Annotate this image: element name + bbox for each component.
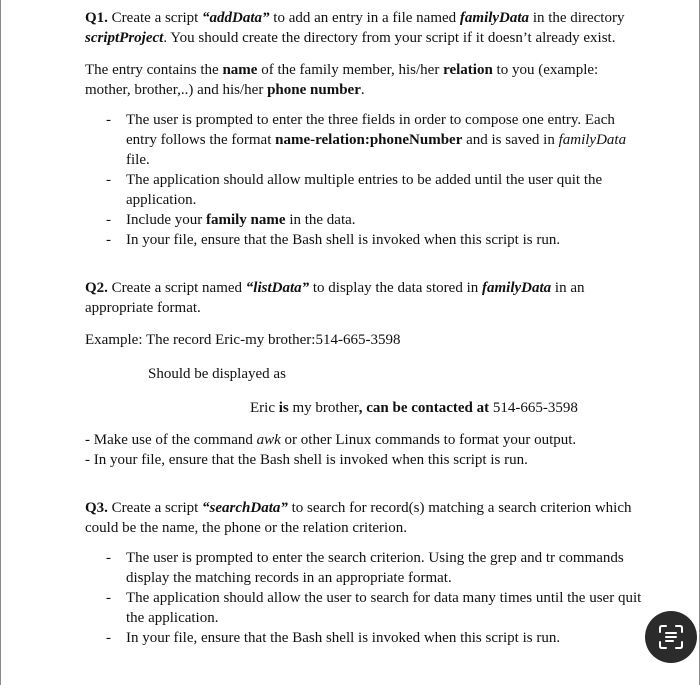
text-scan-icon — [656, 622, 686, 652]
q1-heading: Q1. Create a script “addData” to add an entry in a file named familyData in the directory scriptProject. You should create the directory from your script if it doesn’t already exist. — [85, 10, 625, 46]
list-item: - The user is prompted to enter the search criterion. Using the grep and tr commands display the matching records in an appropriate format. — [126, 548, 645, 588]
q3-heading: Q3. Create a script “searchData” to search for record(s) matching a search criterion which could be the name, the phone or the relation criterion. — [85, 500, 632, 536]
list-item: - The user is prompted to enter the three fields in order to compose one entry. Each entry follows the format name-relation:phoneNumber and is saved in familyData file. — [126, 110, 645, 170]
q2-heading: Q2. Create a script named “listData” to display the data stored in familyData in an appropriate format. — [85, 280, 585, 316]
list-item: - The application should allow the user to search for data many times until the user quit the application. — [126, 588, 645, 628]
q2-note-bash: - In your file, ensure that the Bash shell is invoked when this script is run. — [85, 452, 528, 468]
q2-example-output: Eric is my brother, can be contacted at 514-665-3598 — [250, 400, 578, 416]
text-scan-button[interactable] — [645, 611, 697, 663]
q2-note-awk: - Make use of the command awk or other Linux commands to format your output. — [85, 432, 577, 448]
list-item: - In your file, ensure that the Bash shell is invoked when this script is run. — [126, 628, 645, 648]
list-item: - Include your family name in the data. — [126, 210, 645, 230]
list-item: - In your file, ensure that the Bash shell is invoked when this script is run. — [126, 230, 645, 250]
q1-requirements-list — [85, 110, 645, 250]
list-item: - The application should allow multiple entries to be added until the user quit the application. — [126, 170, 645, 210]
q2-example-record: Example: The record Eric-my brother:514-665-3598 — [85, 332, 401, 348]
left-edge — [0, 0, 1, 685]
document-body — [85, 8, 645, 648]
q2-example-shown: Should be displayed as — [148, 366, 286, 382]
q1-entry-description: The entry contains the name of the family member, his/her relation to you (example: mother, brother,..) and his/her phone number. — [85, 62, 599, 98]
q3-requirements-list — [85, 548, 645, 648]
